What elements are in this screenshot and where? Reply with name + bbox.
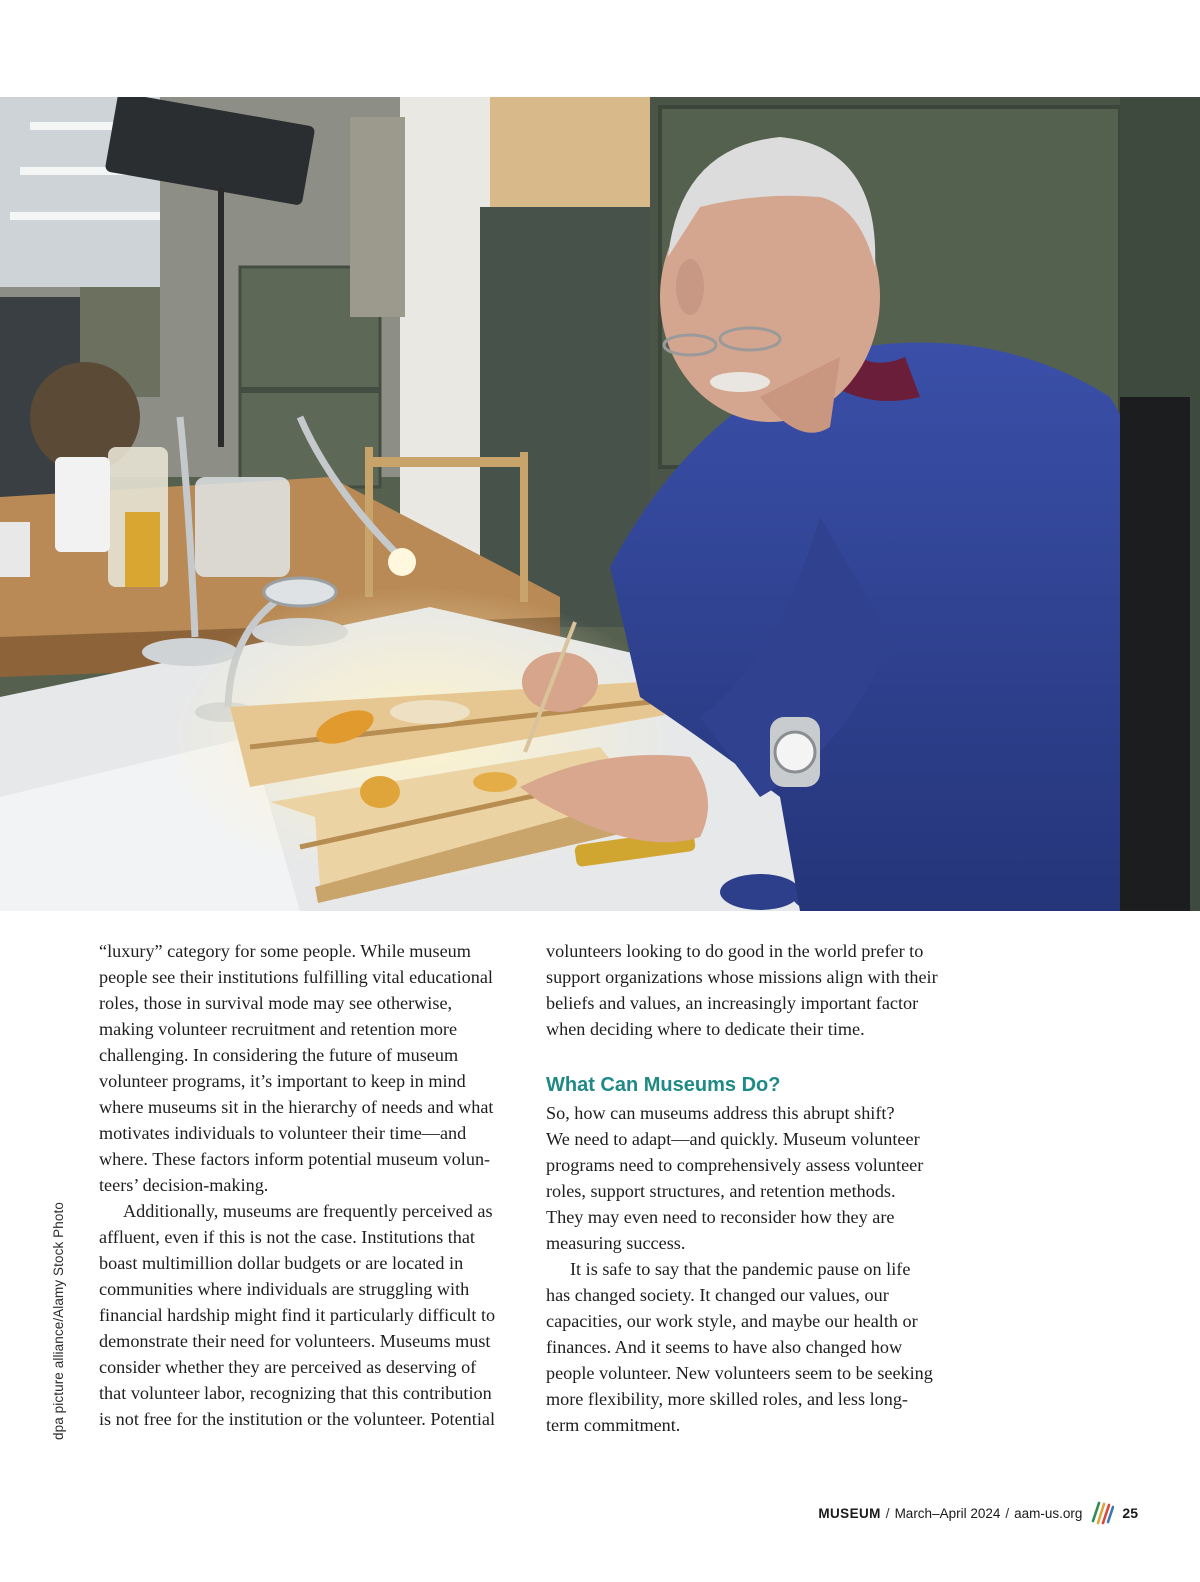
body-paragraph: So, how can museums address this abrupt shift? We need to adapt—and quickly. Museum volunteer programs need to comprehensively assess volunteer roles, support structures, and retention methods. They may even need to reconsider how they are measuring success. xyxy=(546,1103,924,1253)
issue-date: March–April 2024 xyxy=(894,1505,1001,1521)
aam-stripes-logo-icon xyxy=(1090,1499,1114,1528)
magazine-name: MUSEUM xyxy=(818,1505,881,1521)
page-footer xyxy=(818,1498,1138,1528)
website-link[interactable]: aam-us.org xyxy=(1014,1505,1083,1521)
photo-illustration xyxy=(0,97,1200,911)
photo-credit: dpa picture alliance/Alamy Stock Photo xyxy=(51,1202,66,1440)
body-paragraph: It is safe to say that the pandemic pause on life has changed society. It changed our values, our capacities, our work style, and maybe our health or finances. And it seems to have also changed how people volunteer. New volunteers seem to be seeking more flexibility, more skilled roles, and less long- term commitment. xyxy=(546,1259,933,1435)
footer-separator: / xyxy=(1005,1505,1010,1521)
feature-photo xyxy=(0,97,1200,911)
section-heading: What Can Museums Do? xyxy=(546,1074,781,1096)
left-text-column xyxy=(99,938,529,1432)
body-paragraph: Additionally, museums are frequently perceived as affluent, even if this is not the case. Institutions that boast multimillion dollar budgets or are located in communities where individuals are struggling with financial hardship might find it particularly difficult to demonstrate their need for volunteers. Museums must consider whether they are perceived as deserving of that volunteer labor, recognizing that this contribution is not free for the institution or the volunteer. Potential xyxy=(99,1201,496,1429)
footer-separator: / xyxy=(885,1505,890,1521)
page-number: 25 xyxy=(1122,1505,1138,1521)
right-text-column xyxy=(546,938,976,1438)
body-paragraph: volunteers looking to do good in the world prefer to support organizations whose missions align with their beliefs and values, an increasingly important factor when deciding where to dedicate their time. xyxy=(546,941,938,1039)
body-paragraph: “luxury” category for some people. While museum people see their institutions fulfilling vital educational roles, those in survival mode may see otherwise, making volunteer recruitment and retention more challenging. In considering the future of museum volunteer programs, it’s important to keep in mind where museums sit in the hierarchy of needs and what motivates individuals to volunteer their time—and where. These factors inform potential museum volun- teers’ decision-making. xyxy=(99,941,494,1195)
